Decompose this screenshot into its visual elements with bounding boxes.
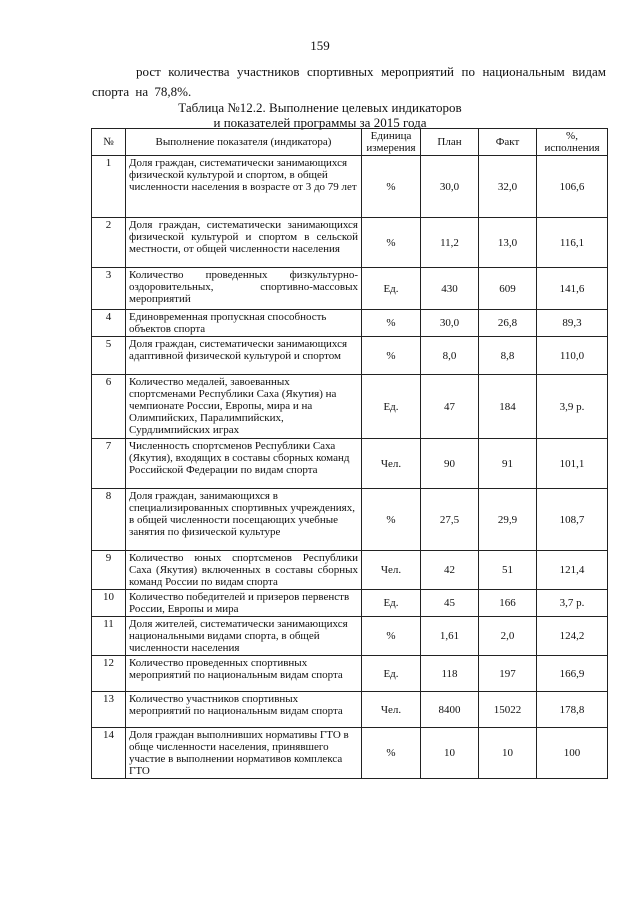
indicators-table (91, 128, 608, 779)
intro-paragraph: рост количества участников спортивных мероприятий по национальным видам спорта на 78,8%. (92, 64, 606, 99)
row-unit: % (362, 156, 421, 218)
row-indicator: Доля жителей, систематически занимающихся национальными видами спорта, в общей численности населения (126, 617, 362, 656)
row-fact: 10 (479, 728, 537, 779)
row-percent: 106,6 (537, 156, 608, 218)
row-plan: 42 (421, 551, 479, 590)
row-number: 13 (92, 692, 126, 728)
row-indicator: Количество победителей и призеров первенств России, Европы и мира (126, 590, 362, 617)
table-row (92, 590, 608, 617)
row-plan: 10 (421, 728, 479, 779)
row-unit: % (362, 337, 421, 375)
row-fact: 32,0 (479, 156, 537, 218)
row-fact: 26,8 (479, 310, 537, 337)
table-row (92, 375, 608, 439)
header-fact: Факт (479, 129, 537, 156)
row-number: 9 (92, 551, 126, 590)
row-indicator: Количество проведенных физкультурно-оздоровительных, спортивно-массовых мероприятий (126, 268, 362, 310)
row-indicator: Количество проведенных спортивных мероприятий по национальным видам спорта (126, 656, 362, 692)
table-row (92, 268, 608, 310)
row-number: 3 (92, 268, 126, 310)
row-number: 10 (92, 590, 126, 617)
header-unit: Единица измерения (362, 129, 421, 156)
row-plan: 47 (421, 375, 479, 439)
row-percent: 100 (537, 728, 608, 779)
table-title (0, 100, 640, 130)
row-fact: 13,0 (479, 218, 537, 268)
row-fact: 609 (479, 268, 537, 310)
row-fact: 197 (479, 656, 537, 692)
row-fact: 91 (479, 439, 537, 489)
row-unit: % (362, 617, 421, 656)
row-indicator: Количество медалей, завоеванных спортсменами Республики Саха (Якутия) на чемпионате России, Европы, мира и на Олимпийских, Паралимпийских, Сурдлимпийских играх (126, 375, 362, 439)
row-percent: 110,0 (537, 337, 608, 375)
row-percent: 3,9 р. (537, 375, 608, 439)
row-fact: 2,0 (479, 617, 537, 656)
row-indicator: Единовременная пропускная способность объектов спорта (126, 310, 362, 337)
row-number: 5 (92, 337, 126, 375)
row-unit: Ед. (362, 375, 421, 439)
row-unit: % (362, 728, 421, 779)
row-percent: 101,1 (537, 439, 608, 489)
row-fact: 184 (479, 375, 537, 439)
row-unit: Чел. (362, 692, 421, 728)
row-fact: 8,8 (479, 337, 537, 375)
row-percent: 116,1 (537, 218, 608, 268)
table-header-row (92, 129, 608, 156)
row-number: 12 (92, 656, 126, 692)
row-plan: 45 (421, 590, 479, 617)
table-row (92, 156, 608, 218)
header-number: № (92, 129, 126, 156)
row-indicator: Доля граждан, систематически занимающихся физической культурой и спортом, в общей численности населения в возрасте от 3 до 79 лет (126, 156, 362, 218)
row-indicator: Численность спортсменов Республики Саха (Якутия), входящих в составы сборных команд Российской Федерации по видам спорта (126, 439, 362, 489)
row-fact: 51 (479, 551, 537, 590)
row-number: 8 (92, 489, 126, 551)
row-indicator: Доля граждан, систематически занимающихся адаптивной физической культурой и спортом (126, 337, 362, 375)
row-plan: 27,5 (421, 489, 479, 551)
table-row (92, 489, 608, 551)
row-percent: 141,6 (537, 268, 608, 310)
row-plan: 8400 (421, 692, 479, 728)
row-fact: 166 (479, 590, 537, 617)
row-unit: Ед. (362, 268, 421, 310)
table-row (92, 310, 608, 337)
table-row (92, 692, 608, 728)
row-indicator: Доля граждан, занимающихся в специализированных спортивных учреждениях, в общей численности посещающих учебные занятия по физической культуре (126, 489, 362, 551)
page-number: 159 (310, 38, 330, 53)
row-unit: Чел. (362, 439, 421, 489)
row-percent: 166,9 (537, 656, 608, 692)
header-plan: План (421, 129, 479, 156)
row-plan: 1,61 (421, 617, 479, 656)
row-percent: 178,8 (537, 692, 608, 728)
header-percent: %, исполнения (537, 129, 608, 156)
row-percent: 124,2 (537, 617, 608, 656)
row-plan: 118 (421, 656, 479, 692)
row-indicator: Доля граждан выполнивших нормативы ГТО в обще численности населения, принявшего участие в выполнении нормативов комплекса ГТО (126, 728, 362, 779)
row-percent: 121,4 (537, 551, 608, 590)
row-plan: 30,0 (421, 156, 479, 218)
row-number: 1 (92, 156, 126, 218)
row-percent: 89,3 (537, 310, 608, 337)
table-row (92, 656, 608, 692)
table-row (92, 439, 608, 489)
row-number: 2 (92, 218, 126, 268)
table-row (92, 617, 608, 656)
table-row (92, 728, 608, 779)
row-percent: 108,7 (537, 489, 608, 551)
row-percent: 3,7 р. (537, 590, 608, 617)
table-row (92, 337, 608, 375)
row-number: 14 (92, 728, 126, 779)
row-number: 6 (92, 375, 126, 439)
row-unit: Ед. (362, 656, 421, 692)
row-fact: 29,9 (479, 489, 537, 551)
row-unit: % (362, 218, 421, 268)
row-plan: 11,2 (421, 218, 479, 268)
row-unit: Чел. (362, 551, 421, 590)
row-fact: 15022 (479, 692, 537, 728)
row-plan: 8,0 (421, 337, 479, 375)
row-number: 4 (92, 310, 126, 337)
row-indicator: Количество участников спортивных мероприятий по национальным видам спорта (126, 692, 362, 728)
row-plan: 30,0 (421, 310, 479, 337)
row-number: 11 (92, 617, 126, 656)
table-title-line1: Таблица №12.2. Выполнение целевых индикаторов (178, 100, 462, 115)
table-title-line2: и показателей программы за 2015 года (213, 115, 427, 130)
header-indicator: Выполнение показателя (индикатора) (126, 129, 362, 156)
row-number: 7 (92, 439, 126, 489)
table-row (92, 551, 608, 590)
row-plan: 90 (421, 439, 479, 489)
row-indicator: Количество юных спортсменов Республики Саха (Якутия) включенных в составы сборных команд России по видам спорта (126, 551, 362, 590)
row-indicator: Доля граждан, систематически занимающихся физической культурой и спортом в сельской местности, от общей численности населения (126, 218, 362, 268)
table-row (92, 218, 608, 268)
row-unit: Ед. (362, 590, 421, 617)
row-unit: % (362, 489, 421, 551)
row-unit: % (362, 310, 421, 337)
row-plan: 430 (421, 268, 479, 310)
